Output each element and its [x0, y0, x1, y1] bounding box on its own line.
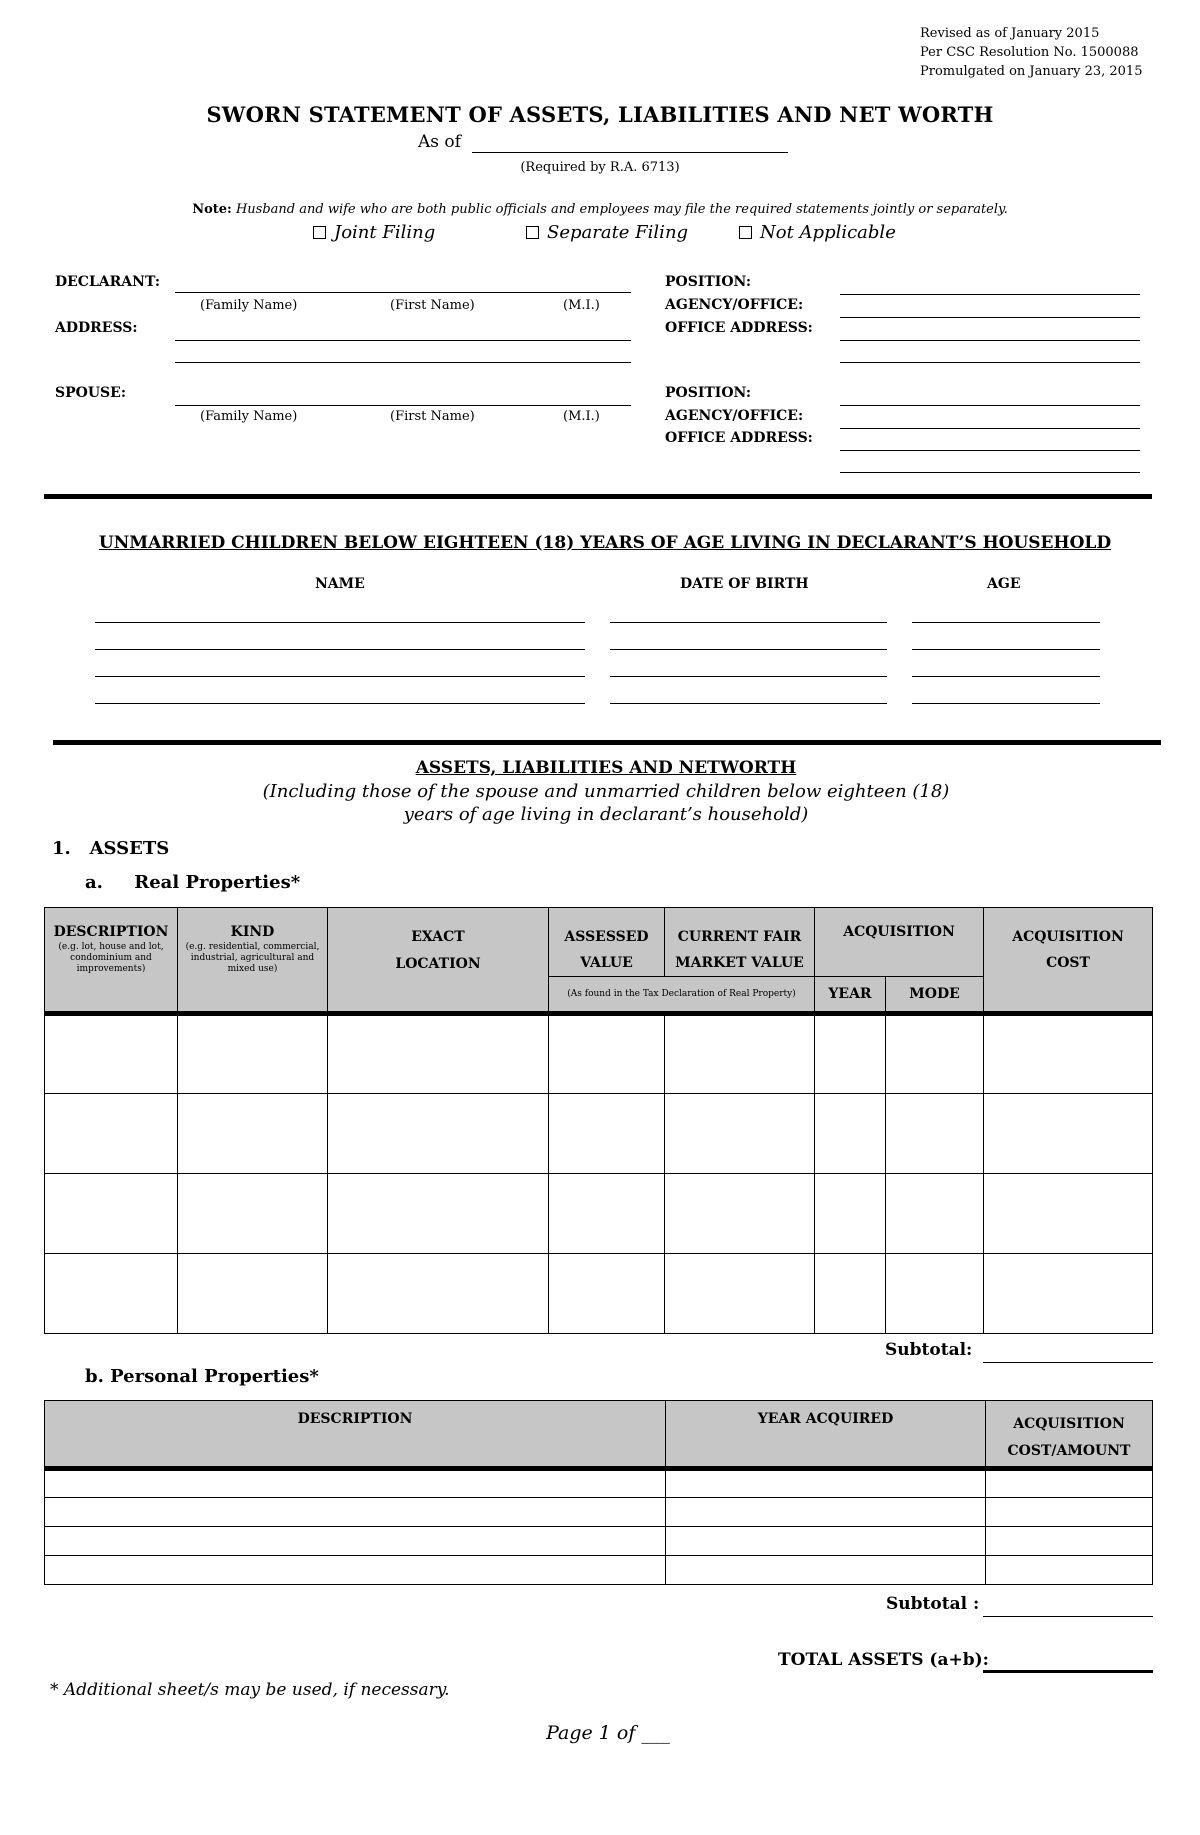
- real-tax-note-cell: [549, 977, 815, 1014]
- table-cell[interactable]: [45, 1014, 178, 1094]
- table-cell[interactable]: [665, 1254, 815, 1334]
- not-applicable-label: Not Applicable: [760, 222, 896, 243]
- office-address-field-1[interactable]: [840, 340, 1140, 341]
- children-dob-header: DATE OF BIRTH: [680, 576, 809, 592]
- table-cell[interactable]: [549, 1014, 665, 1094]
- table-cell[interactable]: [178, 1174, 328, 1254]
- child-age-field[interactable]: [912, 649, 1100, 650]
- real-tax-note: (As found in the Tax Declaration of Real Property): [567, 988, 796, 999]
- table-cell[interactable]: [815, 1174, 886, 1254]
- declarant-label: DECLARANT:: [55, 274, 161, 290]
- table-row: [45, 1094, 1153, 1174]
- address-label: ADDRESS:: [55, 320, 138, 336]
- family-name-caption: (Family Name): [200, 298, 298, 313]
- table-cell[interactable]: [986, 1527, 1153, 1556]
- table-cell[interactable]: [986, 1469, 1153, 1498]
- table-cell[interactable]: [666, 1498, 986, 1527]
- table-cell[interactable]: [984, 1014, 1153, 1094]
- alnw-subheading-2: years of age living in declarant’s household): [403, 804, 809, 825]
- table-cell[interactable]: [666, 1527, 986, 1556]
- table-cell[interactable]: [45, 1498, 666, 1527]
- child-dob-field[interactable]: [610, 622, 887, 623]
- declarant-name-field[interactable]: [175, 292, 631, 293]
- table-cell[interactable]: [886, 1014, 984, 1094]
- real-year-header: YEAR: [815, 977, 886, 1014]
- note-line: [0, 202, 1200, 217]
- spouse-position-label: POSITION:: [665, 385, 752, 401]
- table-cell[interactable]: [986, 1556, 1153, 1585]
- spouse-family-name-caption: (Family Name): [200, 409, 298, 424]
- spouse-agency-office-label: AGENCY/OFFICE:: [665, 408, 804, 424]
- joint-filing-label: Joint Filing: [334, 222, 436, 243]
- spouse-office-address-label: OFFICE ADDRESS:: [665, 430, 813, 446]
- required-by: (Required by R.A. 6713): [520, 160, 680, 175]
- real-location-title: LOCATION: [395, 956, 481, 972]
- real-subtotal-label: Subtotal:: [885, 1340, 973, 1360]
- child-age-field[interactable]: [912, 703, 1100, 704]
- child-name-field[interactable]: [95, 703, 585, 704]
- child-dob-field[interactable]: [610, 649, 887, 650]
- table-cell[interactable]: [45, 1254, 178, 1334]
- assets-label: 1. ASSETS: [52, 838, 170, 859]
- real-acq-cost-header: [984, 908, 1153, 1014]
- real-acq-cost-title-1: ACQUISITION: [1012, 929, 1124, 945]
- promulgated-date: Promulgated on January 23, 2015: [920, 64, 1143, 79]
- child-age-field[interactable]: [912, 622, 1100, 623]
- section-divider: [44, 494, 1152, 499]
- table-row: [45, 1469, 1153, 1498]
- alnw-heading: ASSETS, LIABILITIES AND NETWORTH: [415, 758, 797, 778]
- first-name-caption: (First Name): [390, 298, 475, 313]
- position-field[interactable]: [840, 294, 1140, 295]
- child-dob-field[interactable]: [610, 676, 887, 677]
- spouse-name-field[interactable]: [175, 405, 631, 406]
- separate-filing-label: Separate Filing: [547, 222, 689, 243]
- real-market-header: [665, 908, 815, 977]
- personal-subtotal-label: Subtotal :: [886, 1594, 980, 1614]
- note-text: Husband and wife who are both public officials and employees may file the required statements jointly or separately.: [235, 202, 1008, 217]
- real-kind-title: KIND: [230, 924, 275, 940]
- table-cell[interactable]: [984, 1254, 1153, 1334]
- personal-cost-header: [986, 1401, 1153, 1469]
- real-value-title: VALUE: [580, 955, 633, 971]
- personal-properties-table: [44, 1400, 1153, 1585]
- table-row: [45, 1527, 1153, 1556]
- real-assessed-title: ASSESSED: [564, 929, 649, 945]
- table-cell[interactable]: [886, 1254, 984, 1334]
- table-cell[interactable]: [815, 1014, 886, 1094]
- page-title: SWORN STATEMENT OF ASSETS, LIABILITIES AND NET WORTH: [206, 102, 994, 127]
- real-assessed-header: [549, 908, 665, 977]
- table-cell[interactable]: [328, 1094, 549, 1174]
- spouse-position-field[interactable]: [840, 405, 1140, 406]
- real-current-fair-title: CURRENT FAIR: [677, 929, 802, 945]
- personal-year-header: YEAR ACQUIRED: [666, 1401, 986, 1469]
- real-description-title: DESCRIPTION: [53, 924, 169, 940]
- checkbox-icon[interactable]: [526, 226, 539, 239]
- table-cell[interactable]: [549, 1174, 665, 1254]
- children-age-header: AGE: [987, 576, 1021, 592]
- table-cell[interactable]: [665, 1014, 815, 1094]
- checkbox-icon[interactable]: [313, 226, 326, 239]
- csc-resolution: Per CSC Resolution No. 1500088: [920, 45, 1139, 60]
- additional-sheets-note: * Additional sheet/s may be used, if necessary.: [50, 1680, 450, 1700]
- table-cell[interactable]: [328, 1254, 549, 1334]
- not-applicable-option[interactable]: [739, 222, 896, 243]
- table-row: [45, 1556, 1153, 1585]
- address-field-2[interactable]: [175, 362, 631, 363]
- children-name-header: NAME: [315, 576, 365, 592]
- children-heading: UNMARRIED CHILDREN BELOW EIGHTEEN (18) YEARS OF AGE LIVING IN DECLARANT’S HOUSEHOLD: [98, 533, 1112, 553]
- table-cell[interactable]: [986, 1498, 1153, 1527]
- table-cell[interactable]: [666, 1469, 986, 1498]
- child-name-field[interactable]: [95, 676, 585, 677]
- table-row: [45, 1254, 1153, 1334]
- table-row: [45, 1174, 1153, 1254]
- table-row: [45, 1498, 1153, 1527]
- as-of-label: As of: [418, 132, 461, 152]
- table-cell[interactable]: [328, 1014, 549, 1094]
- personal-description-header: DESCRIPTION: [45, 1401, 666, 1469]
- table-cell[interactable]: [665, 1094, 815, 1174]
- real-acquisition-header: ACQUISITION: [815, 908, 984, 977]
- table-cell[interactable]: [984, 1174, 1153, 1254]
- child-name-field[interactable]: [95, 649, 585, 650]
- table-cell[interactable]: [665, 1174, 815, 1254]
- revision-info: [920, 24, 1142, 81]
- spouse-label: SPOUSE:: [55, 385, 126, 401]
- table-cell[interactable]: [815, 1254, 886, 1334]
- checkbox-icon[interactable]: [739, 226, 752, 239]
- spouse-agency-office-field[interactable]: [840, 428, 1140, 429]
- spouse-office-address-field-2[interactable]: [840, 472, 1140, 473]
- table-cell[interactable]: [815, 1094, 886, 1174]
- office-address-label: OFFICE ADDRESS:: [665, 320, 813, 336]
- spouse-mi-caption: (M.I.): [563, 409, 600, 424]
- agency-office-field[interactable]: [840, 317, 1140, 318]
- table-cell[interactable]: [45, 1469, 666, 1498]
- child-age-field[interactable]: [912, 676, 1100, 677]
- table-row: [45, 1014, 1153, 1094]
- table-cell[interactable]: [178, 1094, 328, 1174]
- note-label: Note:: [192, 202, 232, 217]
- real-exact-title: EXACT: [411, 929, 465, 945]
- child-dob-field[interactable]: [610, 703, 887, 704]
- real-acq-cost-title-2: COST: [1046, 955, 1090, 971]
- personal-cost-title-1: ACQUISITION: [1013, 1416, 1125, 1432]
- table-cell[interactable]: [178, 1014, 328, 1094]
- alnw-subheading-1: (Including those of the spouse and unmarried children below eighteen (18): [262, 781, 950, 802]
- total-assets-label: TOTAL ASSETS (a+b):: [778, 1650, 989, 1670]
- spouse-first-name-caption: (First Name): [390, 409, 475, 424]
- real-subtotal-field[interactable]: [983, 1362, 1153, 1363]
- table-cell[interactable]: [45, 1094, 178, 1174]
- real-market-value-title: MARKET VALUE: [675, 955, 804, 971]
- joint-filing-option[interactable]: [313, 222, 435, 243]
- position-label: POSITION:: [665, 274, 752, 290]
- as-of-field[interactable]: [472, 152, 788, 153]
- page-number: Page 1 of ___: [546, 1722, 670, 1744]
- table-cell[interactable]: [328, 1174, 549, 1254]
- office-address-field-2[interactable]: [840, 362, 1140, 363]
- revised-date: Revised as of January 2015: [920, 26, 1100, 41]
- table-cell[interactable]: [549, 1254, 665, 1334]
- personal-cost-title-2: COST/AMOUNT: [1007, 1443, 1131, 1459]
- real-location-header: [328, 908, 549, 1014]
- real-description-header: [45, 908, 178, 1014]
- table-cell[interactable]: [45, 1527, 666, 1556]
- real-properties-label: a. Real Properties*: [85, 872, 301, 893]
- real-properties-table: [44, 907, 1153, 1334]
- table-cell[interactable]: [886, 1094, 984, 1174]
- table-cell[interactable]: [45, 1174, 178, 1254]
- section-divider: [53, 740, 1161, 745]
- table-cell[interactable]: [45, 1556, 666, 1585]
- table-cell[interactable]: [886, 1174, 984, 1254]
- child-name-field[interactable]: [95, 622, 585, 623]
- real-kind-note: (e.g. residential, commercial, industrial, agricultural and mixed use): [185, 942, 320, 974]
- spouse-office-address-field-1[interactable]: [840, 450, 1140, 451]
- agency-office-label: AGENCY/OFFICE:: [665, 297, 804, 313]
- table-cell[interactable]: [984, 1094, 1153, 1174]
- personal-properties-label: b. Personal Properties*: [85, 1366, 319, 1387]
- table-cell[interactable]: [178, 1254, 328, 1334]
- real-kind-header: [178, 908, 328, 1014]
- address-field-1[interactable]: [175, 340, 631, 341]
- personal-subtotal-field[interactable]: [983, 1616, 1153, 1617]
- separate-filing-option[interactable]: [526, 222, 688, 243]
- table-cell[interactable]: [549, 1094, 665, 1174]
- real-mode-header: MODE: [886, 977, 984, 1014]
- mi-caption: (M.I.): [563, 298, 600, 313]
- table-cell[interactable]: [666, 1556, 986, 1585]
- real-description-note: (e.g. lot, house and lot, condominium and improvements): [58, 942, 164, 974]
- total-assets-field[interactable]: [983, 1670, 1153, 1673]
